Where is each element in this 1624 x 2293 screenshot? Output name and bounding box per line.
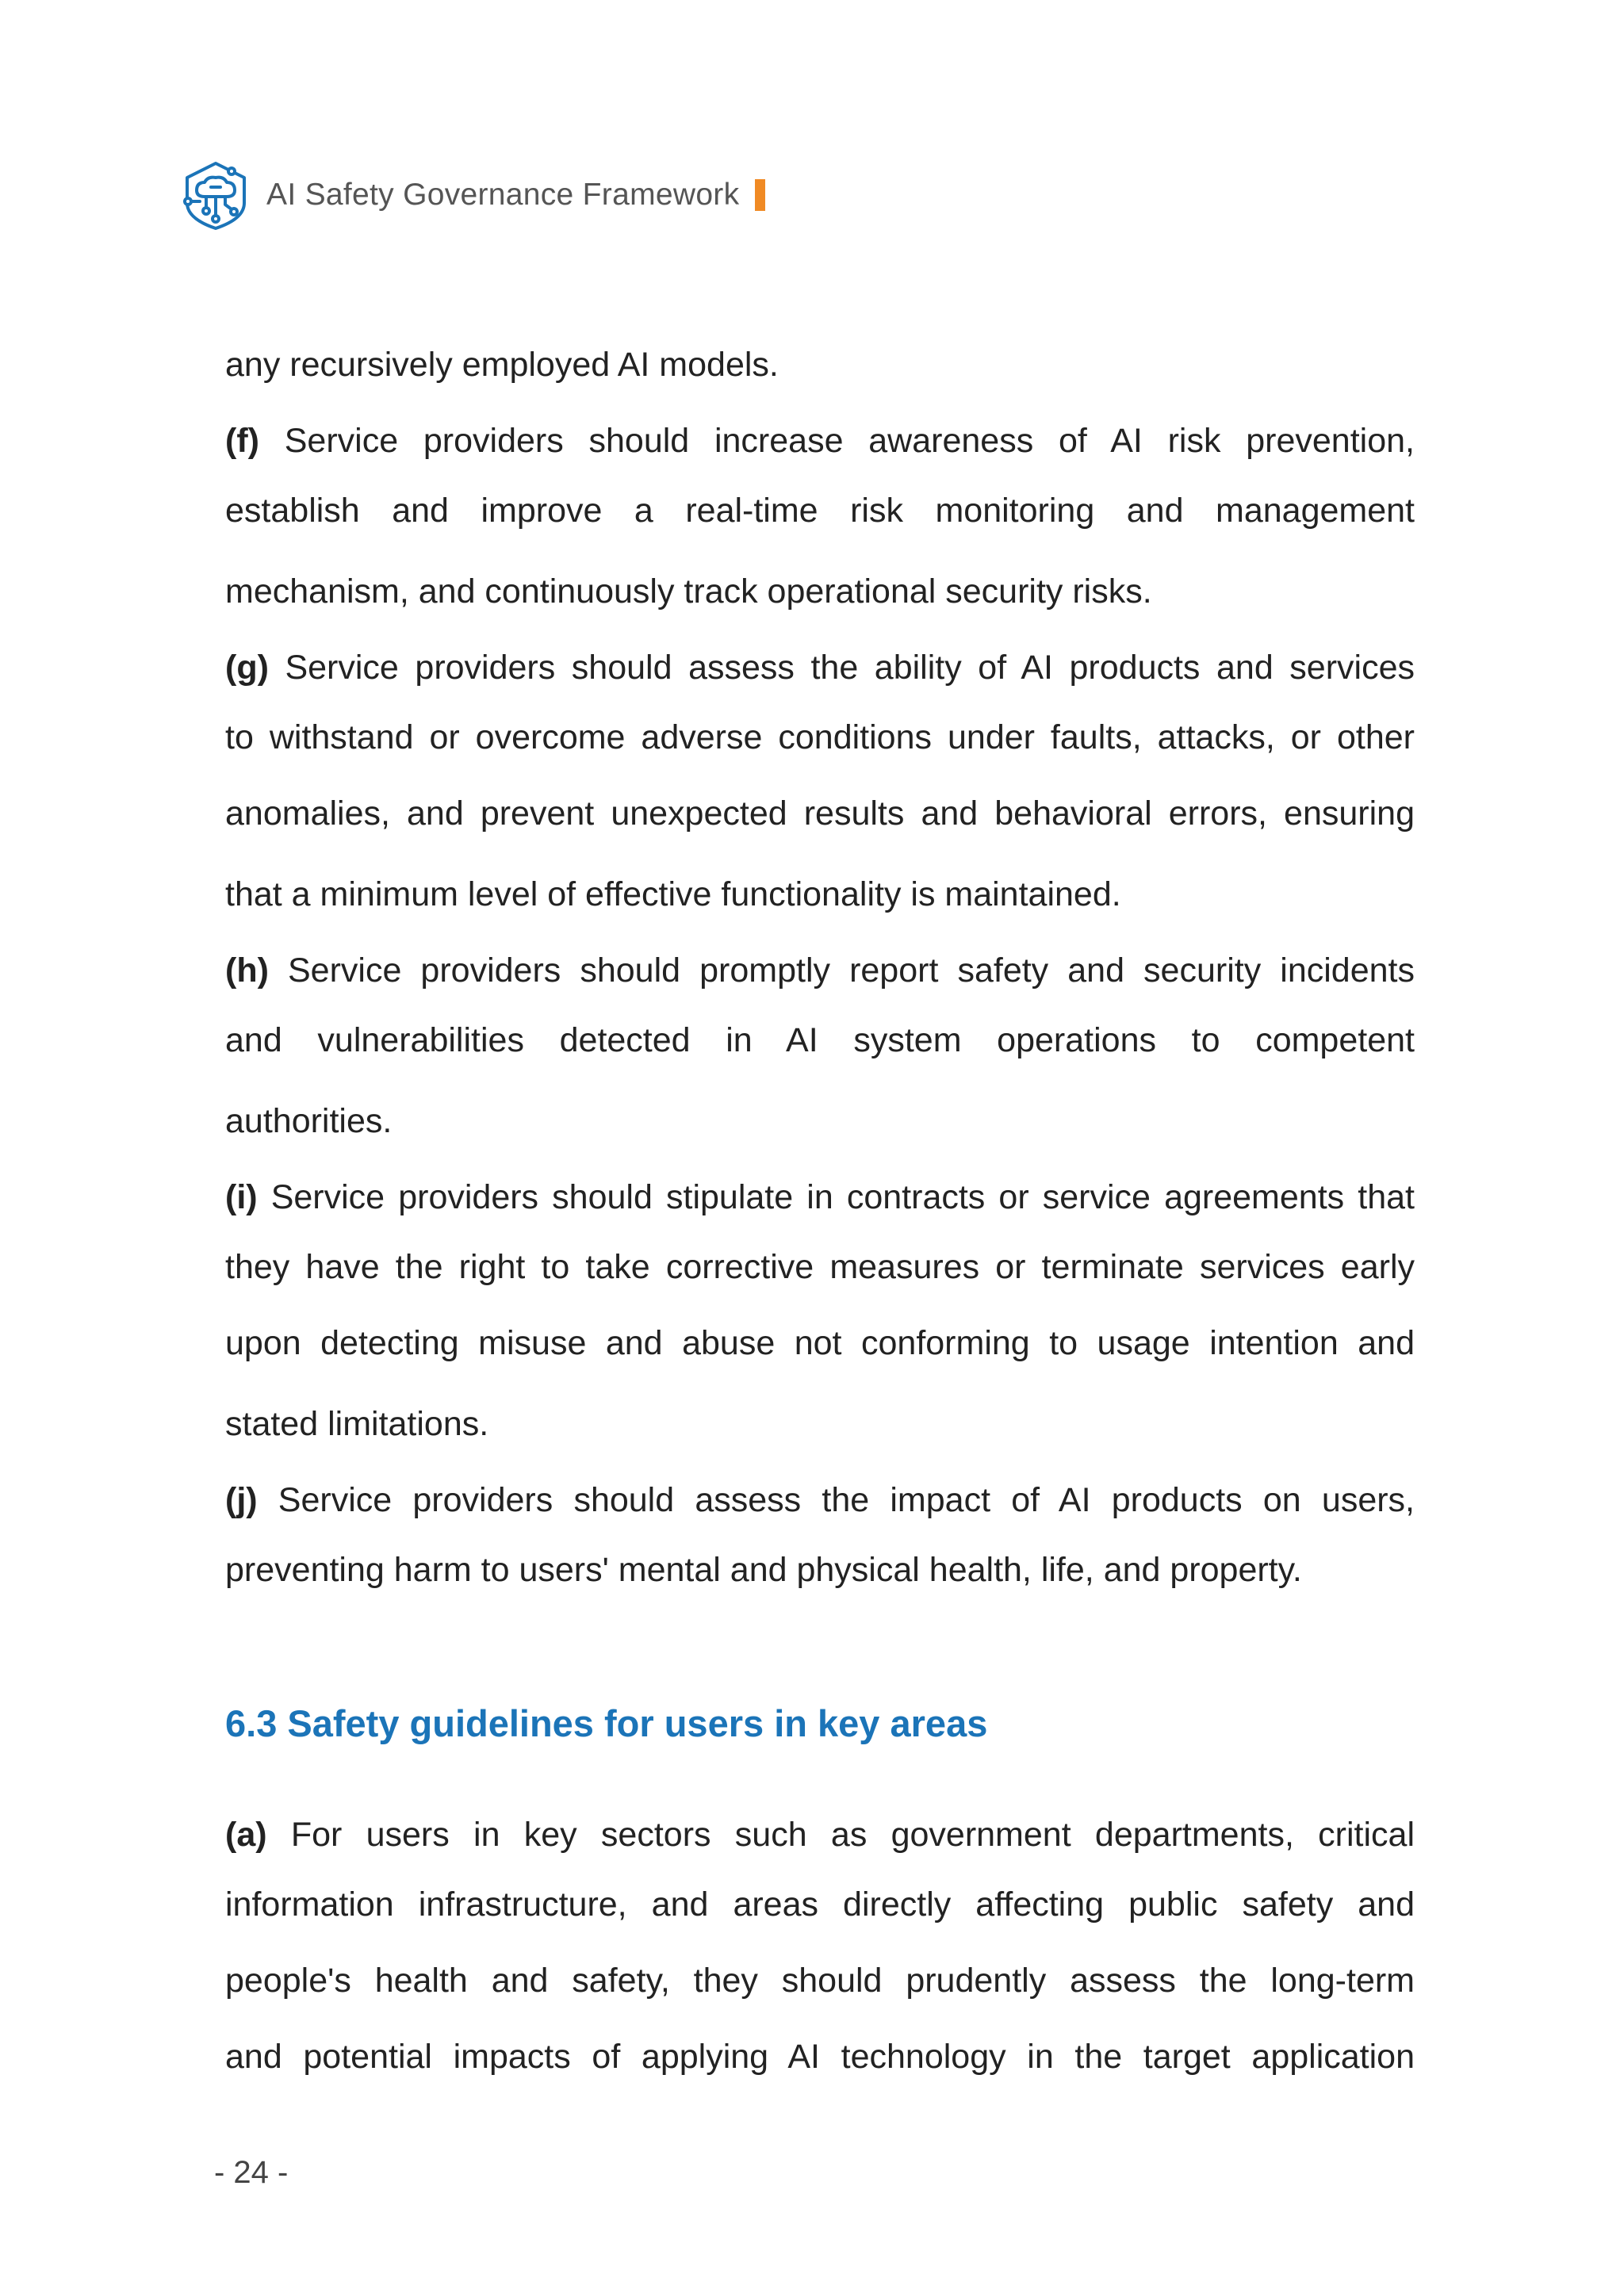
ai-circuit-shield-icon: [179, 159, 252, 232]
text-line: [225, 1816, 1415, 1854]
line-text: anomalies, and prevent unexpected results and behavioral errors, ensuring: [225, 794, 1415, 833]
text-line: [225, 572, 1415, 611]
line-text: authorities.: [225, 1102, 393, 1140]
line-text: Service providers should promptly report safety and security incidents: [268, 951, 1415, 990]
line-text: establish and improve a real-time risk monitoring and management: [225, 492, 1415, 530]
line-text: preventing harm to users' mental and physical health, life, and property.: [225, 1551, 1302, 1589]
text-line: [225, 951, 1415, 990]
item-label: (h): [225, 951, 269, 990]
text-line: [225, 1324, 1415, 1362]
text-line: [225, 1962, 1415, 2000]
section-heading: 6.3 Safety guidelines for users in key areas: [225, 1702, 988, 1744]
header-accent-bar: [755, 179, 765, 211]
line-text: and potential impacts of applying AI technology in the target application: [225, 2038, 1415, 2076]
text-line: [225, 1248, 1415, 1286]
text-line: [225, 422, 1415, 460]
line-text: people's health and safety, they should prudently assess the long-term: [225, 1962, 1415, 2000]
item-label: (a): [225, 1816, 267, 1854]
text-line: [225, 1405, 1415, 1443]
line-text: For users in key sectors such as government departments, critical: [266, 1816, 1415, 1854]
page-number: - 24 -: [214, 2155, 289, 2190]
line-text: stated limitations.: [225, 1405, 489, 1443]
line-text: they have the right to take corrective measures or terminate services early: [225, 1248, 1415, 1286]
text-line: [225, 492, 1415, 530]
text-line: [225, 1551, 1415, 1589]
text-line: [225, 649, 1415, 687]
item-label: (i): [225, 1178, 258, 1216]
text-line: [225, 1102, 1415, 1140]
text-line: [225, 1021, 1415, 1059]
item-label: (f): [225, 422, 259, 460]
line-text: Service providers should increase awareness of AI risk prevention,: [259, 422, 1415, 460]
line-text: mechanism, and continuously track operational security risks.: [225, 572, 1152, 611]
line-text: Service providers should stipulate in contracts or service agreements that: [257, 1178, 1415, 1216]
text-line: [225, 1885, 1415, 1924]
line-text: Service providers should assess the ability of AI products and services: [268, 649, 1415, 687]
item-label: (g): [225, 649, 269, 687]
item-label: (j): [225, 1481, 258, 1519]
text-line: [225, 2038, 1415, 2076]
text-line: [225, 346, 1415, 384]
page-header: [179, 155, 765, 235]
line-text: and vulnerabilities detected in AI system operations to competent: [225, 1021, 1415, 1059]
line-text: information infrastructure, and areas directly affecting public safety and: [225, 1885, 1415, 1924]
text-line: [225, 1481, 1415, 1519]
text-line: [225, 875, 1415, 913]
line-text: that a minimum level of effective functionality is maintained.: [225, 875, 1121, 913]
document-title: AI Safety Governance Framework: [266, 178, 740, 212]
text-line: [225, 1178, 1415, 1216]
text-line: [225, 718, 1415, 756]
line-text: upon detecting misuse and abuse not conforming to usage intention and: [225, 1324, 1415, 1362]
line-text: any recursively employed AI models.: [225, 346, 779, 384]
text-line: [225, 794, 1415, 833]
line-text: to withstand or overcome adverse conditions under faults, attacks, or other: [225, 718, 1415, 756]
line-text: Service providers should assess the impact of AI products on users,: [257, 1481, 1415, 1519]
